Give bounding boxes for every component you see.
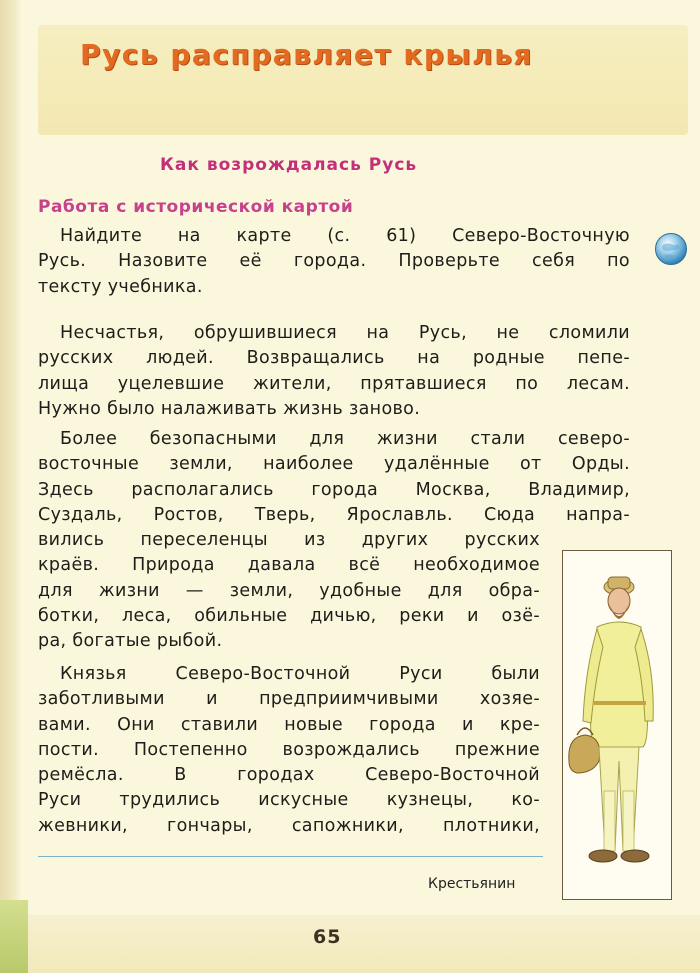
task-heading: Работа с исторической картой <box>38 197 354 217</box>
text-line: восточные земли, наиболее удалённые от Орды. <box>38 454 630 475</box>
text-line: краёв. Природа давала всё необходимое <box>38 555 540 576</box>
page-edge <box>0 0 20 973</box>
section-title: Как возрождалась Русь <box>160 155 418 175</box>
chapter-title: Русь расправляет крылья <box>80 38 533 71</box>
text-line: ра, богатые рыбой. <box>38 631 223 652</box>
footnote-divider <box>38 856 543 857</box>
paragraph-2 <box>38 427 630 655</box>
text-line: Нужно было налаживать жизнь заново. <box>38 398 421 419</box>
peasant-illustration-icon <box>563 551 671 899</box>
text-line: Руси трудились искусные кузнецы, ко- <box>38 790 540 811</box>
paragraph-1 <box>38 321 630 422</box>
paragraph-3 <box>38 662 540 839</box>
globe-icon <box>654 232 688 266</box>
text-line: Русь. Назовите её города. Проверьте себя по <box>38 251 630 272</box>
text-line: русских людей. Возвращались на родные пепе- <box>38 348 630 369</box>
text-line: жевники, гончары, сапожники, плотники, <box>38 815 540 836</box>
text-line: Более безопасными для жизни стали северо- <box>60 429 630 449</box>
text-line: ремёсла. В городах Северо-Восточной <box>38 765 540 786</box>
text-line: Найдите на карте (с. 61) Северо-Восточную <box>60 226 630 246</box>
text-line: для жизни — земли, удобные для обра- <box>38 580 540 601</box>
figure-caption: Крестьянин <box>428 876 516 892</box>
text-line: Здесь располагались города Москва, Владимир, <box>38 479 630 500</box>
footer-corner-decoration <box>0 900 28 973</box>
text-line: Несчастья, обрушившиеся на Русь, не сломили <box>60 323 630 343</box>
text-line: вились переселенцы из других русских <box>38 530 540 551</box>
text-line: текcту учебника. <box>38 276 203 297</box>
text-line: пости. Постепенно возрождались прежние <box>38 739 540 760</box>
text-line: лища уцелевшие жители, прятавшиеся по лесам. <box>38 373 630 394</box>
text-line: вами. Они ставили новые города и кре- <box>38 714 540 735</box>
text-line: ботки, леса, обильные дичью, реки и озё- <box>38 606 540 627</box>
peasant-figure <box>562 550 672 900</box>
text-line: Суздаль, Ростов, Тверь, Ярославль. Сюда напра- <box>38 504 630 525</box>
page-number: 65 <box>313 926 342 948</box>
task-text <box>38 224 630 300</box>
page-footer-band <box>0 915 700 973</box>
text-line: заботливыми и предприимчивыми хозяе- <box>38 689 540 710</box>
text-line: Князья Северо-Восточной Руси были <box>60 664 540 684</box>
